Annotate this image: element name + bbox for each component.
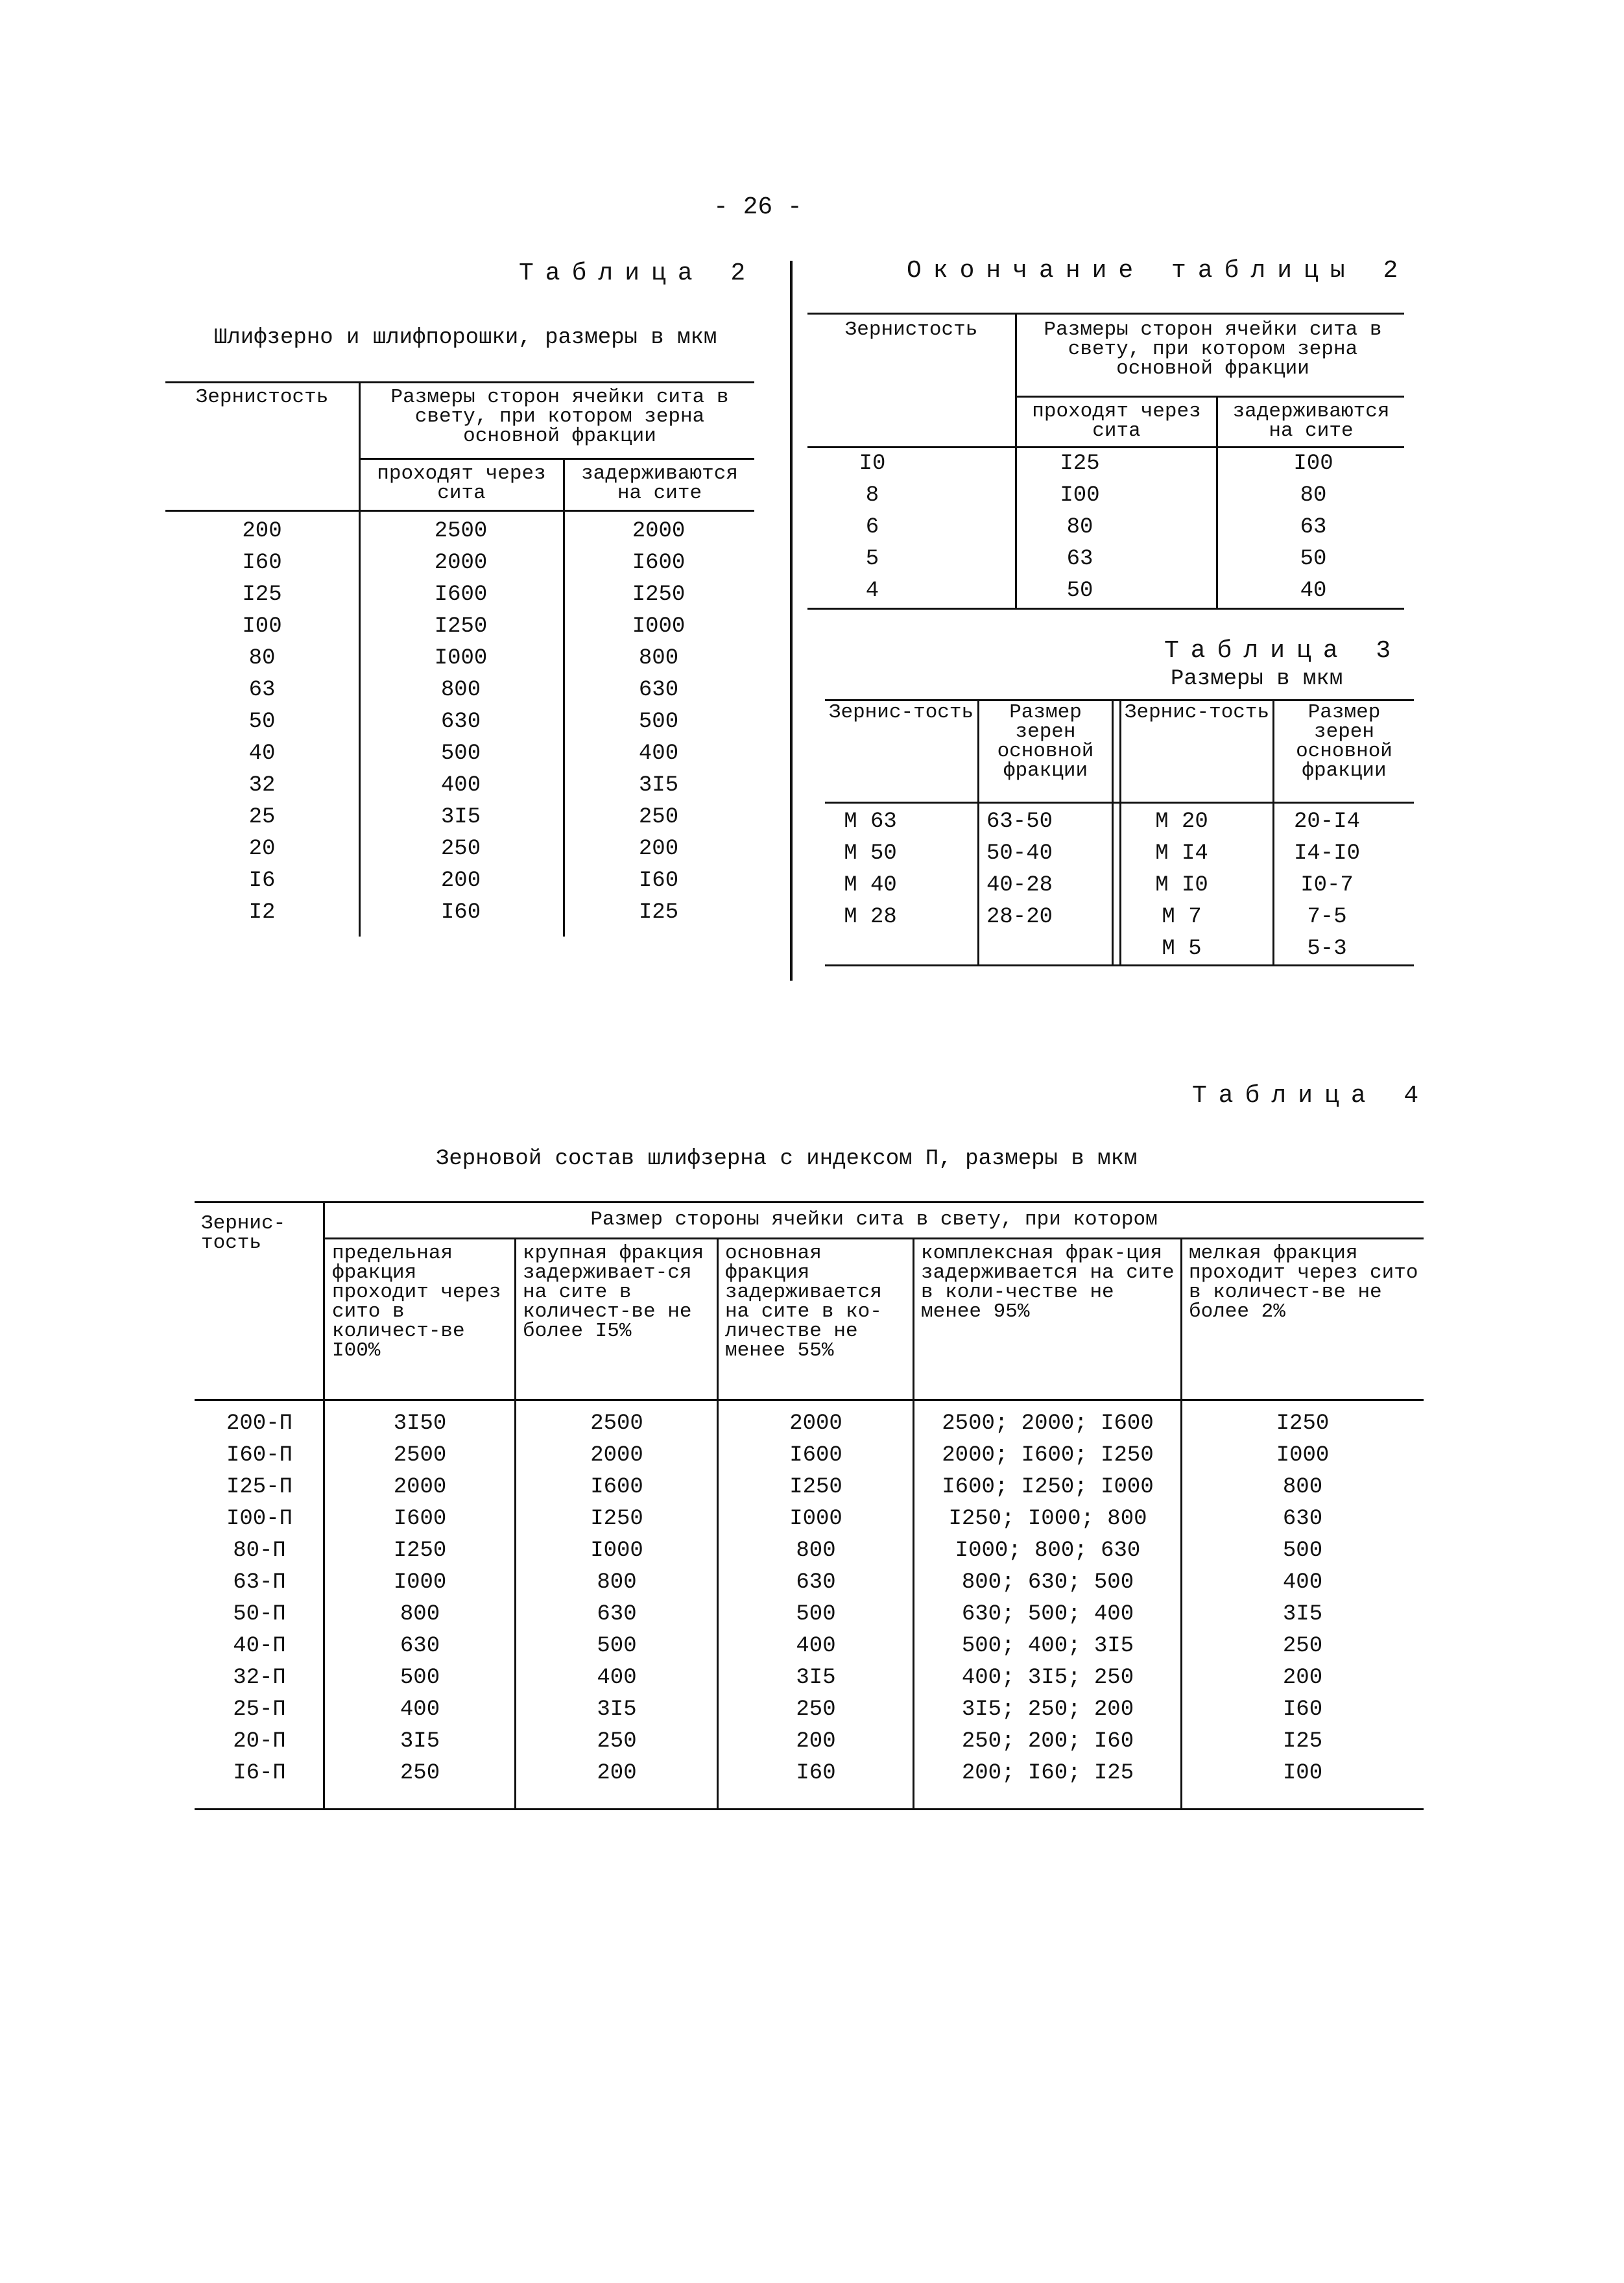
column-divider (790, 261, 793, 981)
table4-row (195, 1471, 1424, 1503)
table4-row-cell: 500; 400; 3I5 (961, 1633, 1134, 1658)
table2-row (165, 610, 754, 642)
table4-row (195, 1630, 1424, 1662)
table2-end-row (807, 511, 1404, 543)
table2-end-col-grain: Зернистость (844, 318, 978, 341)
table4-row-cell: 800 (400, 1601, 440, 1627)
table4-row-cell: 200; I60; I25 (961, 1760, 1134, 1786)
table2-row (165, 896, 754, 928)
table4-row-cell: 25-П (233, 1697, 286, 1722)
table2-end-label: Окончание таблицы 2 (907, 257, 1410, 285)
table3-row-cell: I0-7 (1300, 872, 1354, 898)
table2-end-col-retain: задерживаются на сите (1232, 400, 1390, 442)
table4-row-cell: 400 (1282, 1570, 1323, 1595)
table2-row (165, 706, 754, 737)
table4-col5: мелкая фракция проходит через сито в количест-ве не более 2% (1189, 1242, 1418, 1323)
table4-row-cell: 500 (400, 1665, 440, 1690)
table4-body (195, 1407, 1424, 1789)
table4-row-cell: 630 (597, 1601, 637, 1627)
table4-row (195, 1693, 1424, 1725)
table2-col-pass: проходят через сита (377, 462, 546, 505)
table2-body (165, 515, 754, 928)
table4-row-cell: I250 (1276, 1411, 1330, 1436)
table4-row-cell: I000 (1276, 1442, 1330, 1468)
table4-row-cell: 2500; 2000; I600 (942, 1411, 1154, 1436)
table2-row-cell: 200 (440, 868, 481, 893)
table4-col-grain: Зернис-тость (201, 1212, 286, 1254)
table2-caption: Шлифзерно и шлифпорошки, размеры в мкм (214, 326, 717, 350)
table2-end-row-cell: I0 (859, 451, 886, 476)
table4-row-cell: 800; 630; 500 (961, 1570, 1134, 1595)
table4-row-cell: 400 (597, 1665, 637, 1690)
table2-row-cell: I000 (434, 645, 488, 671)
table3-row-cell: М 28 (844, 904, 897, 929)
table2-row-cell: 32 (248, 772, 276, 798)
table4-row-cell: 800 (1282, 1474, 1323, 1500)
table4-row-cell: 400 (796, 1633, 836, 1658)
table4-row-cell: I000 (789, 1506, 842, 1531)
table4-row-cell: 200 (1282, 1665, 1323, 1690)
table2-group-header: Размеры сторон ячейки сита в свету, при котором зерна основной фракции (390, 386, 729, 448)
table2-row-cell: I25 (638, 900, 679, 925)
table3-row-cell: М 20 (1155, 809, 1208, 834)
table4-row-cell: I600 (590, 1474, 643, 1500)
table2-row-cell: I2 (248, 900, 276, 925)
table4-row-cell: 500 (1282, 1538, 1323, 1563)
table2-row-cell: 2000 (632, 518, 686, 544)
table3-row-cell: 28-20 (986, 904, 1053, 929)
table3-row-cell: М 63 (844, 809, 897, 834)
table4-row-cell: 3I5 (1282, 1601, 1323, 1627)
table2-end-row-cell: 50 (1300, 546, 1327, 571)
table2-row-cell: 63 (248, 677, 276, 702)
table2-row-cell: 3I5 (440, 804, 481, 830)
table4-row (195, 1439, 1424, 1471)
table4-row-cell: 250 (796, 1697, 836, 1722)
table2-row-cell: I00 (242, 614, 282, 639)
table4-row-cell: I600 (789, 1442, 842, 1468)
table4-row-cell: 50-П (233, 1601, 286, 1627)
table3-row-cell: 7-5 (1307, 904, 1347, 929)
table2-row (165, 801, 754, 833)
table2-end-body (807, 448, 1404, 606)
table3-caption: Размеры в мкм (1171, 667, 1343, 691)
table4-col2: крупная фракция задерживает-ся на сите в количест-ве не более I5% (523, 1242, 704, 1343)
table4-row-cell: I600; I250; I000 (942, 1474, 1154, 1500)
table2-row (165, 515, 754, 547)
table2-row-cell: 2500 (434, 518, 488, 544)
table2-row-cell: 2000 (434, 550, 488, 575)
table4-label: Таблица 4 (1192, 1082, 1431, 1110)
table2-end-row-cell: I25 (1060, 451, 1100, 476)
table2-row-cell: 3I5 (638, 772, 679, 798)
table2-end-row-cell: I00 (1293, 451, 1333, 476)
table3-row-cell (825, 933, 916, 964)
table4-row-cell: 200 (597, 1760, 637, 1786)
table2-end-row (807, 543, 1404, 575)
table2-row-cell: 800 (440, 677, 481, 702)
table4-row (195, 1535, 1424, 1566)
table3-row-cell: М I0 (1155, 872, 1208, 898)
table2-row-cell: I60 (242, 550, 282, 575)
table4-row-cell: 630 (1282, 1506, 1323, 1531)
table3-row-cell: М I4 (1155, 841, 1208, 866)
table4-row-cell: 2000 (393, 1474, 447, 1500)
table2-row-cell: 200 (638, 836, 679, 861)
table4-row (195, 1757, 1424, 1789)
table3-row-cell: М 5 (1162, 936, 1202, 961)
table4-row-cell: 630 (796, 1570, 836, 1595)
table4-row-cell: 3I5 (400, 1728, 440, 1754)
table4-row-cell: 2500 (590, 1411, 643, 1436)
table2-end-row (807, 575, 1404, 606)
table4-row-cell: 3I5 (796, 1665, 836, 1690)
table2-end-row-cell: 63 (1300, 514, 1327, 540)
table2-row-cell: 80 (248, 645, 276, 671)
table2-end-row-cell: 50 (1066, 578, 1093, 603)
table4-row-cell: 200 (796, 1728, 836, 1754)
table3-row-cell: М 7 (1162, 904, 1202, 929)
table4-row (195, 1598, 1424, 1630)
table2-row-cell: 40 (248, 741, 276, 766)
table4-row-cell: I60 (796, 1760, 836, 1786)
table4-row-cell: I250 (393, 1538, 447, 1563)
table2-col-grain: Зернистость (195, 386, 329, 409)
table2-end-row-cell: 4 (865, 578, 879, 603)
table4-row-cell: 2000 (789, 1411, 842, 1436)
table4-row-cell: 3I50 (393, 1411, 447, 1436)
table4-row-cell: 200-П (226, 1411, 293, 1436)
table4-row-cell: I25 (1282, 1728, 1323, 1754)
table4-row-cell: I6-П (233, 1760, 286, 1786)
table4-col4: комплексная фрак-ция задерживается на сите в коли-честве не менее 95% (921, 1242, 1175, 1323)
table3-row-cell: I4-I0 (1293, 841, 1361, 866)
table2-row-cell: 630 (440, 709, 481, 734)
page-number: - 26 - (713, 193, 802, 221)
table3-row (825, 806, 1414, 837)
table4-row-cell: I250 (590, 1506, 643, 1531)
table2-row-cell: 25 (248, 804, 276, 830)
table2-row (165, 865, 754, 896)
table4-row-cell: 2000; I600; I250 (942, 1442, 1154, 1468)
table2-row-cell: I250 (434, 614, 488, 639)
table2-row-cell: 250 (638, 804, 679, 830)
table3-row-cell: 5-3 (1307, 936, 1347, 961)
table3-row (825, 933, 1414, 964)
table3-col-grain-b: Зернис-тость (1124, 701, 1270, 724)
table4-col3: основная фракция задерживается на сите в ко-личестве не менее 55% (725, 1242, 882, 1362)
table3-row-cell: 40-28 (986, 872, 1053, 898)
table3-label: Таблица 3 (1164, 637, 1403, 665)
table4-row-cell: 800 (597, 1570, 637, 1595)
table4-row (195, 1407, 1424, 1439)
table2-row (165, 674, 754, 706)
table3-row (825, 901, 1414, 933)
table4-row-cell: 2000 (590, 1442, 643, 1468)
table3-row-cell (916, 933, 1123, 964)
table4-row-cell: 3I5; 250; 200 (961, 1697, 1134, 1722)
table2-row-cell: I60 (440, 900, 481, 925)
table2-end-col-pass: проходят через сита (1032, 400, 1201, 442)
table2-row (165, 737, 754, 769)
table4-row (195, 1725, 1424, 1757)
table4-row-cell: 32-П (233, 1665, 286, 1690)
table4-row-cell: I600 (393, 1506, 447, 1531)
table2-row (165, 769, 754, 801)
table4-row-cell: 500 (597, 1633, 637, 1658)
table3-row (825, 869, 1414, 901)
table4-col1: предельная фракция проходит через сито в количест-ве I00% (332, 1242, 501, 1362)
table4-row-cell: I000 (393, 1570, 447, 1595)
table2-col-retain: задерживаются на сите (581, 462, 738, 505)
table3-col-grain-a: Зернис-тость (828, 701, 974, 724)
table3-row-cell: М 40 (844, 872, 897, 898)
table3-row-cell: 20-I4 (1293, 809, 1361, 834)
table3-row (825, 837, 1414, 869)
table2-row-cell: I600 (434, 582, 488, 607)
table4-row-cell: 2500 (393, 1442, 447, 1468)
table4-row-cell: 800 (796, 1538, 836, 1563)
table3-row-cell: 63-50 (986, 809, 1053, 834)
table4-row-cell: 250 (1282, 1633, 1323, 1658)
table4-row-cell: 3I5 (597, 1697, 637, 1722)
table4-row-cell: 250 (400, 1760, 440, 1786)
table2-row-cell: 630 (638, 677, 679, 702)
table2-row (165, 579, 754, 610)
table4-row-cell: 40-П (233, 1633, 286, 1658)
table3 (825, 699, 1414, 966)
table2-row (165, 642, 754, 674)
table3-col-size-a: Размер зерен основной фракции (997, 701, 1094, 782)
table4-row-cell: I60-П (226, 1442, 293, 1468)
table2-row-cell: 50 (248, 709, 276, 734)
table4-row-cell: 250 (597, 1728, 637, 1754)
table4-row-cell: I60 (1282, 1697, 1323, 1722)
table4-row-cell: 630; 500; 400 (961, 1601, 1134, 1627)
table2-end-row-cell: 80 (1066, 514, 1093, 540)
table2-row (165, 547, 754, 579)
table4 (195, 1201, 1424, 1811)
table2-row (165, 833, 754, 865)
table2-end-row-cell: 40 (1300, 578, 1327, 603)
table2-row-cell: I25 (242, 582, 282, 607)
table4-row (195, 1566, 1424, 1598)
table2-row-cell: 500 (638, 709, 679, 734)
table4-row-cell: I00-П (226, 1506, 293, 1531)
table4-caption: Зерновой состав шлифзерна с индексом П, размеры в мкм (436, 1147, 1138, 1171)
table2-row-cell: 20 (248, 836, 276, 861)
table2-end-row-cell: 80 (1300, 483, 1327, 508)
table4-row-cell: 20-П (233, 1728, 286, 1754)
table2-row-cell: I250 (632, 582, 686, 607)
table2-end-group-header: Размеры сторон ячейки сита в свету, при котором зерна основной фракции (1044, 318, 1382, 380)
table2-end (807, 313, 1404, 610)
table3-body (825, 806, 1414, 964)
table4-row (195, 1503, 1424, 1535)
table2-end-row-cell: 5 (865, 546, 879, 571)
table2-row-cell: I60 (638, 868, 679, 893)
table2 (165, 381, 754, 937)
table3-row-cell: 50-40 (986, 841, 1053, 866)
table2-label: Таблица 2 (519, 259, 758, 287)
table4-row-cell: 250; 200; I60 (961, 1728, 1134, 1754)
table2-row-cell: 500 (440, 741, 481, 766)
table2-end-row (807, 448, 1404, 479)
table4-row-cell: 63-П (233, 1570, 286, 1595)
table2-row-cell: 250 (440, 836, 481, 861)
table4-row-cell: I000 (590, 1538, 643, 1563)
table3-col-size-b: Размер зерен основной фракции (1296, 701, 1392, 782)
table2-row-cell: I6 (248, 868, 276, 893)
table4-row-cell: I00 (1282, 1760, 1323, 1786)
table2-row-cell: I000 (632, 614, 686, 639)
table2-row-cell: 800 (638, 645, 679, 671)
table4-row (195, 1662, 1424, 1693)
table2-row-cell: 200 (242, 518, 282, 544)
table2-row-cell: 400 (440, 772, 481, 798)
table4-group-header: Размер стороны ячейки сита в свету, при котором (590, 1208, 1158, 1231)
table2-end-row (807, 479, 1404, 511)
table4-row-cell: 500 (796, 1601, 836, 1627)
table4-row-cell: I25-П (226, 1474, 293, 1500)
table4-row-cell: I250; I000; 800 (948, 1506, 1147, 1531)
table4-row-cell: 80-П (233, 1538, 286, 1563)
table3-row-cell: М 50 (844, 841, 897, 866)
table4-row-cell: I000; 800; 630 (955, 1538, 1141, 1563)
table2-row-cell: 400 (638, 741, 679, 766)
table2-end-row-cell: 8 (865, 483, 879, 508)
table4-row-cell: 400; 3I5; 250 (961, 1665, 1134, 1690)
table2-row-cell: I600 (632, 550, 686, 575)
table2-end-row-cell: 6 (865, 514, 879, 540)
table2-end-row-cell: 63 (1066, 546, 1093, 571)
table4-row-cell: 400 (400, 1697, 440, 1722)
table4-row-cell: I250 (789, 1474, 842, 1500)
table2-end-row-cell: I00 (1060, 483, 1100, 508)
table4-row-cell: 630 (400, 1633, 440, 1658)
